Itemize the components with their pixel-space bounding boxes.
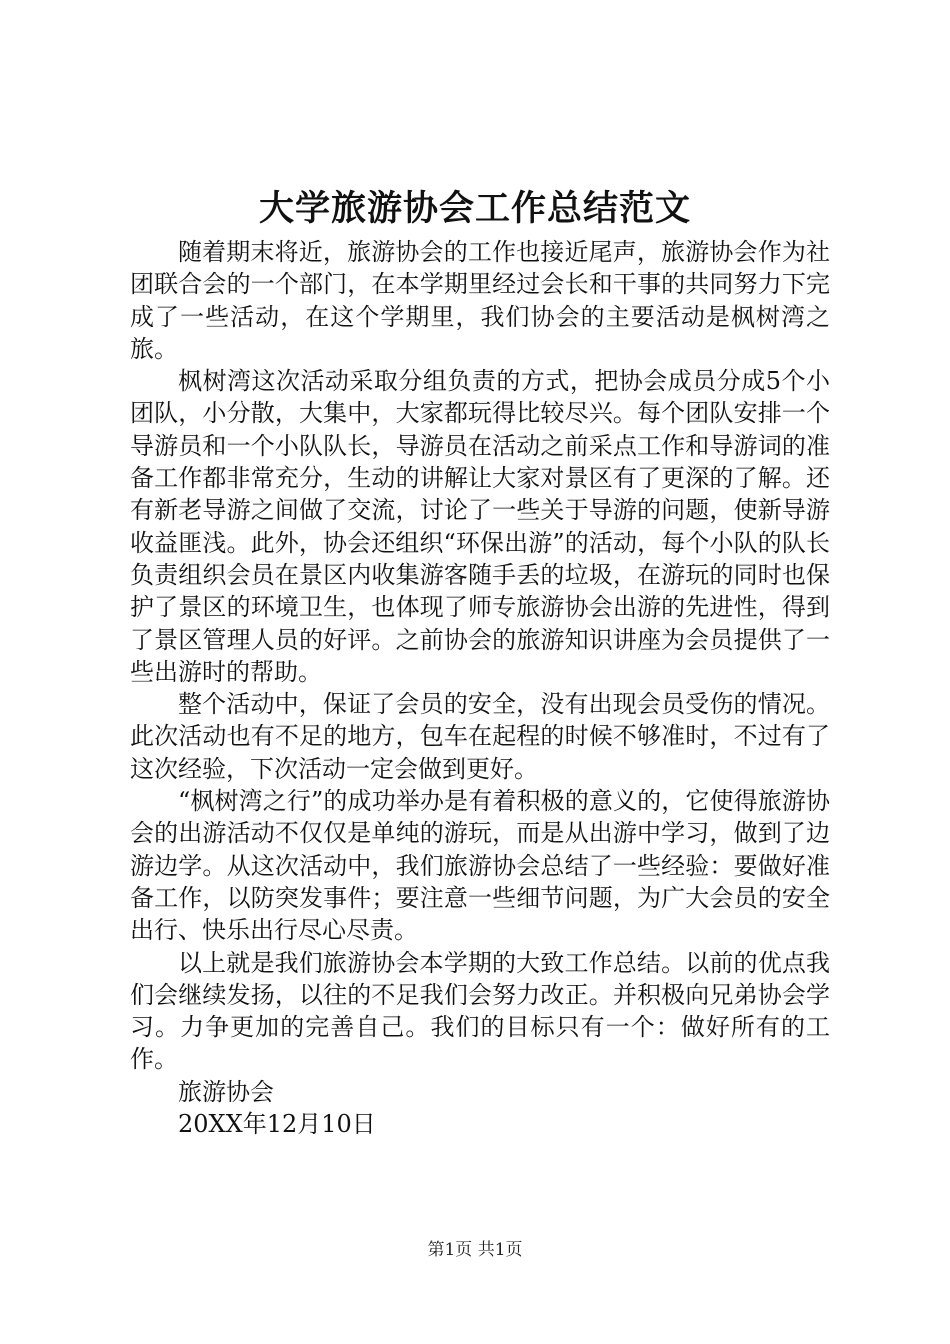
- document-title: 大学旅游协会工作总结范文: [258, 188, 691, 229]
- paragraph-3: 整个活动中，保证了会员的安全，没有出现会员受伤的情况。此次活动也有不足的地方，包车在起程的时候不够准时，不过有了这次经验，下次活动一定会做到更好。: [130, 690, 830, 783]
- page-footer: 第1页 共1页: [427, 1240, 523, 1260]
- paragraph-5: 以上就是我们旅游协会本学期的大致工作总结。以前的优点我们会继续发扬，以往的不足我们会努力改正。并积极向兄弟协会学习。力争更加的完善自己。我们的目标只有一个：做好所有的工作。: [130, 948, 830, 1074]
- paragraph-1: 随着期末将近，旅游协会的工作也接近尾声，旅游协会作为社团联合会的一个部门，在本学期里经过会长和干事的共同努力下完成了一些活动，在这个学期里，我们协会的主要活动是枫树湾之旅。: [130, 238, 830, 363]
- paragraph-4: “枫树湾之行”的成功举办是有着积极的意义的，它使得旅游协会的出游活动不仅仅是单纯的游玩，而是从出游中学习，做到了边游边学。从这次活动中，我们旅游协会总结了一些经验：要做好准备工作，以防突发事件；要注意一些细节问题，为广大会员的安全出行、快乐出行尽心尽责。: [130, 787, 830, 945]
- signature: 旅游协会: [178, 1077, 274, 1106]
- document-body: [130, 236, 830, 1140]
- paragraph-2: 枫树湾这次活动采取分组负责的方式，把协会成员分成5个小团队，小分散，大集中，大家都玩得比较尽兴。每个团队安排一个导游员和一个小队队长，导游员在活动之前采点工作和导游词的准备工作都非常充分，生动的讲解让大家对景区有了更深的了解。还有新老导游之间做了交流，讨论了一些关于导游的问题，使新导游收益匪浅。此外，协会还组织“环保出游”的活动，每个小队的队长负责组织会员在景区内收集游客随手丢的垃圾，在游玩的同时也保护了景区的环境卫生，也体现了师专旅游协会出游的先进性，得到了景区管理人员的好评。之前协会的旅游知识讲座为会员提供了一些出游时的帮助。: [130, 367, 830, 686]
- date-line: 20XX年12月10日: [178, 1110, 376, 1139]
